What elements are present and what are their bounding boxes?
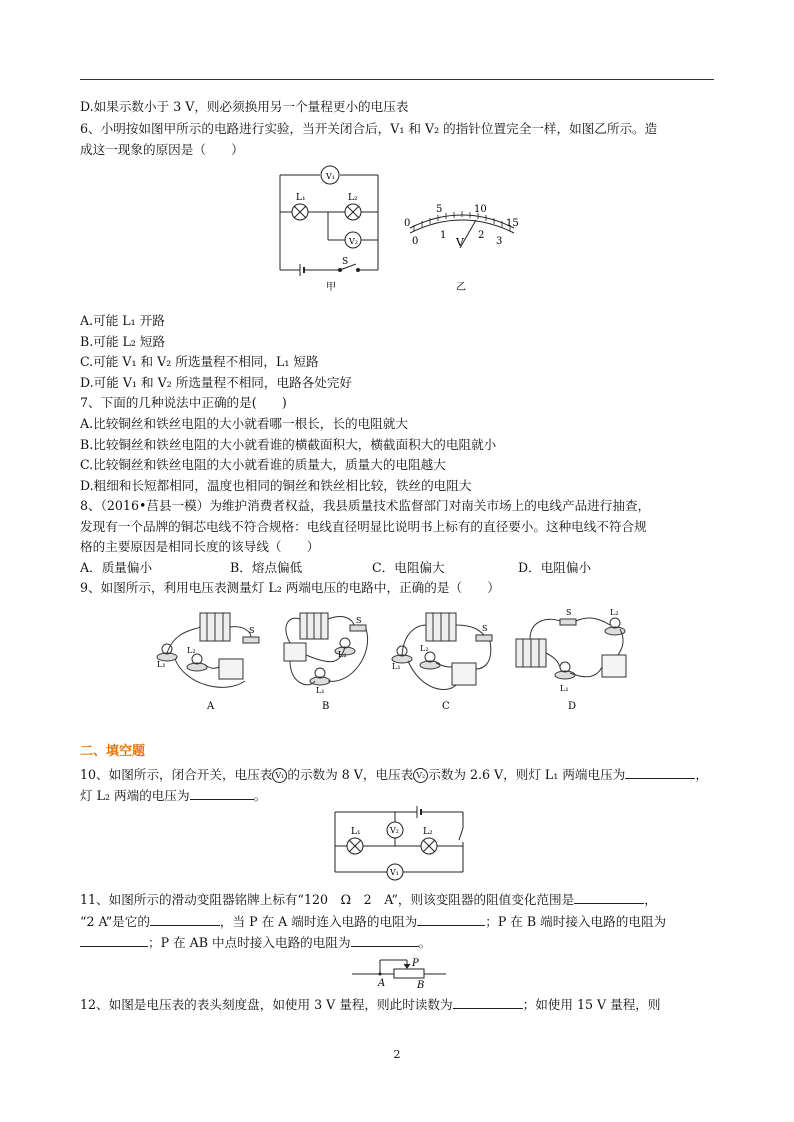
q10-text-5: 灯 L₂ 两端的电压为 — [80, 788, 190, 803]
q10-v1-symbol: V₁ — [272, 768, 287, 783]
q10-text-3: 示数为 2.6 V，则灯 L₁ 两端电压为 — [428, 767, 626, 782]
q6-jia-l1-label: L₁ — [296, 193, 306, 203]
q9-b-l2-label: L₂ — [338, 650, 347, 659]
q9-a-s-label: S — [249, 626, 255, 635]
q9-b-l1-label: L₁ — [316, 686, 325, 695]
q6-yi-top-0: 0 — [404, 218, 411, 229]
q6-jia-v1-label: V₁ — [326, 172, 335, 181]
q9-stem: 9、如图所示，利用电压表测量灯 L₂ 两端电压的电路中，正确的是（ ） — [80, 580, 500, 595]
q12-text-1: 12、如图是电压表的表头刻度盘，如使用 3 V 量程，则此时读数为 — [80, 997, 453, 1012]
q12-line1 — [80, 996, 660, 1013]
q6-meter-figure-yi — [400, 200, 525, 300]
q8-options-row — [80, 560, 714, 576]
q9-c-l2-label: L₂ — [420, 644, 429, 653]
q6-jia-caption: 甲 — [326, 282, 336, 293]
q11-text-3: “2 A”是它的 — [80, 914, 150, 929]
q8-option-d: D．电阻偏小 — [518, 560, 592, 575]
q9-figure-c — [390, 605, 505, 715]
q11-fig-b-label: B — [417, 980, 425, 990]
q10-text-6: 。 — [253, 788, 267, 803]
q11-blank-midpoint[interactable] — [351, 934, 419, 947]
q6-jia-l2-label: L₂ — [348, 193, 358, 203]
q11-text-5: ；P 在 B 端时接入电路的电阻为 — [485, 914, 667, 929]
q6-option-a: A.可能 L₁ 开路 — [80, 313, 165, 328]
q6-yi-bottom-3: 3 — [496, 236, 503, 247]
q8-option-c: C．电阻偏大 — [372, 560, 445, 575]
q10-v2-symbol: V₂ — [413, 768, 428, 783]
q6-stem-line1: 6、小明按如图甲所示的电路进行实验，当开关闭合后，V₁ 和 V₂ 的指针位置完全一样，如图乙所示。造 — [80, 121, 658, 136]
q6-yi-bottom-2: 2 — [478, 230, 485, 241]
q6-option-d: D.可能 V₁ 和 V₂ 所选量程不相同，电路各处完好 — [80, 375, 353, 390]
q10-text-4: ， — [695, 767, 708, 782]
q8-option-b: B．熔点偏低 — [230, 560, 303, 575]
page-number: 2 — [393, 1048, 401, 1061]
q8-stem-line3: 格的主要原因是相同长度的该导线（ ） — [80, 539, 320, 554]
q6-stem-line2: 成这一现象的原因是（ ） — [80, 142, 244, 157]
q11-text-4: ，当 P 在 A 端时连入电路的电阻为 — [219, 914, 418, 929]
q11-rheostat-figure — [350, 950, 450, 990]
q11-line2 — [80, 913, 666, 930]
q11-line3 — [80, 934, 431, 951]
q6-yi-caption: 乙 — [456, 282, 466, 293]
q6-yi-top-5: 5 — [436, 204, 443, 215]
q12-text-2: ；如使用 15 V 量程，则 — [522, 997, 661, 1012]
q9-c-s-label: S — [482, 624, 488, 633]
q7-stem: 7、下面的几种说法中正确的是( ) — [80, 395, 287, 410]
q10-line2 — [80, 787, 266, 804]
q10-text-2: 的示数为 8 V，电压表 — [287, 767, 414, 782]
section-fill-in-title: 二、填空题 — [80, 744, 146, 759]
q11-blank-range[interactable] — [574, 891, 644, 904]
q9-d-l1-label: L₁ — [560, 684, 569, 693]
q9-d-s-label: S — [566, 608, 572, 617]
q10-fig-v2-label: V₂ — [390, 826, 399, 835]
q6-yi-unit: V — [456, 236, 464, 249]
q9-caption-d: D — [568, 701, 577, 712]
q5-option-d: D.如果示数小于 3 V，则必须换用另一个量程更小的电压表 — [80, 99, 409, 114]
q11-blank-a-end[interactable] — [417, 913, 485, 926]
q9-figure-a — [155, 605, 270, 715]
q9-a-l2-label: L₂ — [187, 646, 196, 655]
q6-option-c: C.可能 V₁ 和 V₂ 所选量程不相同，L₁ 短路 — [80, 354, 319, 369]
q11-blank-meaning[interactable] — [150, 913, 220, 926]
q12-blank-3v[interactable] — [453, 996, 523, 1009]
q11-text-7: 。 — [418, 935, 432, 950]
q11-text-6: ；P 在 AB 中点时接入电路的电阻为 — [148, 935, 351, 950]
q6-option-b: B.可能 L₂ 短路 — [80, 334, 166, 349]
q10-fig-l2-label: L₂ — [423, 827, 433, 837]
q10-line1 — [80, 766, 708, 783]
q10-circuit-figure — [325, 806, 475, 884]
q10-fig-v1-label: V₁ — [390, 868, 399, 877]
q7-option-b: B.比较铜丝和铁丝电阻的大小就看谁的横截面积大，横截面积大的电阻就小 — [80, 437, 497, 452]
q9-caption-b: B — [322, 701, 330, 712]
q10-blank-l1[interactable] — [625, 766, 695, 779]
q7-option-a: A.比较铜丝和铁丝电阻的大小就看哪一根长，长的电阻就大 — [80, 416, 408, 431]
q11-fig-a-label: A — [378, 978, 386, 989]
q6-circuit-figure-jia — [270, 160, 390, 300]
q6-yi-bottom-1: 1 — [440, 230, 447, 241]
q7-option-c: C.比较铜丝和铁丝电阻的大小就看谁的质量大，质量大的电阻越大 — [80, 457, 446, 472]
q10-blank-l2[interactable] — [190, 787, 254, 800]
q10-text-1: 10、如图所示，闭合开关，电压表 — [80, 767, 273, 782]
q6-yi-bottom-0: 0 — [412, 236, 419, 247]
q10-fig-l1-label: L₁ — [351, 827, 361, 837]
q9-c-l1-label: L₁ — [392, 662, 401, 671]
q11-line1 — [80, 891, 657, 908]
q6-jia-s-label: S — [342, 257, 349, 267]
q11-text-1: 11、如图所示的滑动变阻器铭牌上标有“120 Ω 2 A”，则该变阻器的阻值变化范围是 — [80, 892, 575, 907]
q8-stem-line1: 8、（2016•莒县一模）为维护消费者权益，我县质量技术监督部门对南关市场上的电线产品进行抽查， — [80, 498, 651, 513]
q6-yi-top-15: 15 — [506, 218, 519, 229]
q11-blank-b-end[interactable] — [80, 934, 148, 947]
q6-yi-top-10: 10 — [474, 204, 487, 215]
q9-figure-b — [270, 605, 385, 715]
q9-d-l2-label: L₂ — [610, 608, 619, 617]
q11-text-2: ， — [644, 892, 657, 907]
q8-stem-line2: 发现有一个品牌的铜芯电线不符合规格：电线直径明显比说明书上标有的直径要小。这种电线不符合规 — [80, 519, 647, 534]
q9-b-s-label: S — [356, 616, 362, 625]
q9-caption-a: A — [207, 701, 215, 712]
q9-a-l1-label: L₁ — [157, 660, 166, 669]
q11-fig-p-label: P — [412, 958, 419, 969]
q9-figure-d — [510, 605, 635, 715]
q7-option-d: D.粗细和长短都相同，温度也相同的铜丝和铁丝相比较，铁丝的电阻大 — [80, 478, 472, 493]
q9-caption-c: C — [442, 701, 450, 712]
q8-option-a: A．质量偏小 — [80, 560, 153, 575]
q6-jia-v2-label: V₂ — [349, 237, 358, 246]
header-rule — [80, 79, 714, 80]
